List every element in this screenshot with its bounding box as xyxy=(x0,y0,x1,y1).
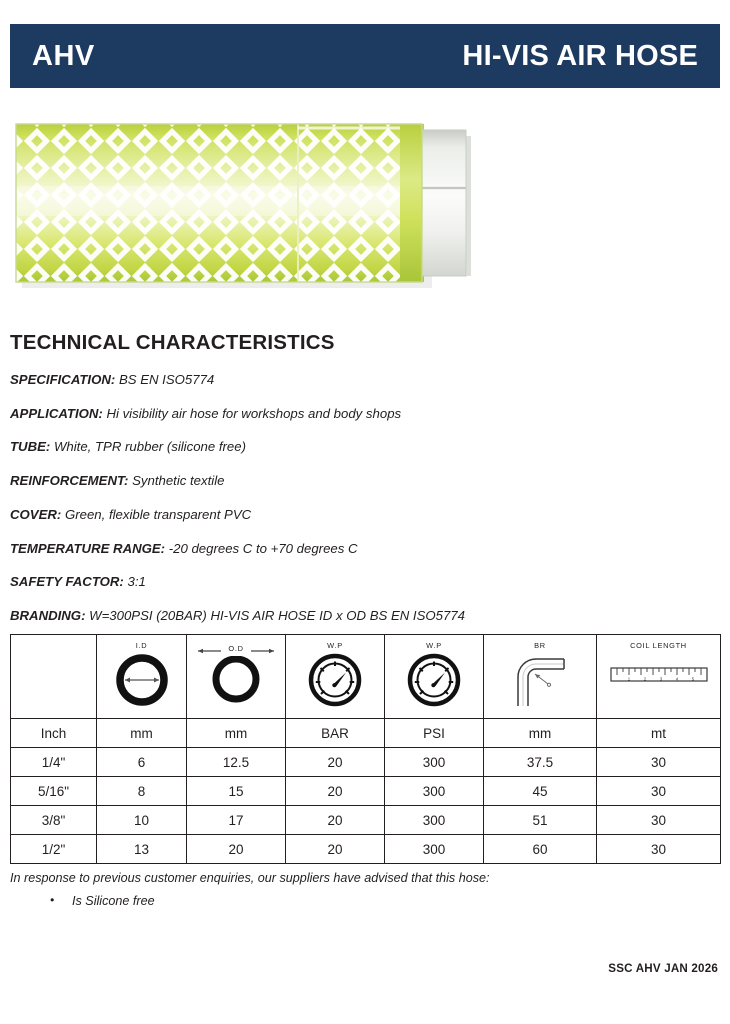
cell-size: 1/2" xyxy=(11,835,97,864)
cell-coil-length: 30 xyxy=(597,748,721,777)
spec-label: SAFETY FACTOR: xyxy=(10,574,124,590)
spec-application xyxy=(10,407,710,420)
cell-wp-bar: 20 xyxy=(286,777,385,806)
unit-cell: Inch xyxy=(11,719,97,748)
svg-text:3: 3 xyxy=(659,676,662,682)
svg-text:2: 2 xyxy=(643,676,646,682)
cell-wp-psi: 300 xyxy=(385,806,484,835)
outer-diameter-ring-icon xyxy=(206,656,266,704)
cell-id: 13 xyxy=(97,835,187,864)
cell-br: 60 xyxy=(484,835,597,864)
icon-cell-id xyxy=(97,635,187,719)
hose-body xyxy=(16,124,422,282)
outer-diameter-dimension-icon xyxy=(194,642,278,656)
icon-cell-coil-length xyxy=(597,635,721,719)
page-title: HI-VIS AIR HOSE xyxy=(462,39,698,72)
unit-cell: BAR xyxy=(286,719,385,748)
cell-br: 37.5 xyxy=(484,748,597,777)
icon-cell-od xyxy=(187,635,286,719)
spec-branding xyxy=(10,609,710,622)
bend-radius-icon xyxy=(504,651,576,709)
product-image xyxy=(10,114,480,292)
unit-cell: PSI xyxy=(385,719,484,748)
brand-name: AHV xyxy=(32,39,95,72)
hose-inner-tube-end xyxy=(422,130,471,276)
spec-tube xyxy=(10,440,710,453)
cell-wp-bar: 20 xyxy=(286,806,385,835)
spec-label: REINFORCEMENT: xyxy=(10,473,129,489)
pressure-gauge-icon xyxy=(405,651,463,709)
table-row xyxy=(11,777,721,806)
unit-cell: mm xyxy=(187,719,286,748)
spec-label: BRANDING: xyxy=(10,607,86,623)
table-icon-header-row xyxy=(11,635,721,719)
spec-label: TUBE: xyxy=(10,439,51,455)
cell-coil-length: 30 xyxy=(597,806,721,835)
hose-cover-collar xyxy=(400,124,424,282)
spec-label: COVER: xyxy=(10,506,62,522)
cell-wp-psi: 300 xyxy=(385,777,484,806)
cell-br: 51 xyxy=(484,806,597,835)
section-heading: TECHNICAL CHARACTERISTICS xyxy=(10,331,335,354)
cell-size: 1/4" xyxy=(11,748,97,777)
list-item: • Is Silicone free xyxy=(46,893,155,911)
unit-cell: mm xyxy=(97,719,187,748)
icon-caption: I.D xyxy=(135,641,148,650)
specification-table xyxy=(10,634,721,864)
table-row xyxy=(11,806,721,835)
spec-value: BS EN ISO5774 xyxy=(118,372,215,387)
icon-caption: W.P xyxy=(426,641,442,650)
spec-value: 3:1 xyxy=(127,574,146,590)
inner-diameter-ring-icon xyxy=(112,651,172,709)
specification-list xyxy=(10,373,710,643)
svg-text:4: 4 xyxy=(675,676,678,682)
table-units-row xyxy=(11,719,721,748)
spec-specification xyxy=(10,373,710,386)
spec-value: -20 degrees C to +70 degrees C xyxy=(168,540,358,556)
cell-size: 5/16" xyxy=(11,777,97,806)
icon-caption-od: O.D xyxy=(228,644,244,653)
cell-od: 20 xyxy=(187,835,286,864)
page-header xyxy=(10,24,720,88)
cell-id: 8 xyxy=(97,777,187,806)
unit-cell: mm xyxy=(484,719,597,748)
spec-value: White, TPR rubber (silicone free) xyxy=(53,439,246,455)
unit-cell: mt xyxy=(597,719,721,748)
spec-value: Green, flexible transparent PVC xyxy=(64,506,252,522)
spec-reinforcement xyxy=(10,474,710,487)
icon-caption: BR xyxy=(534,641,546,650)
svg-text:5: 5 xyxy=(691,676,694,682)
cell-od: 17 xyxy=(187,806,286,835)
icon-cell-wp-bar xyxy=(286,635,385,719)
icon-cell-wp-psi xyxy=(385,635,484,719)
svg-text:1: 1 xyxy=(627,676,630,682)
table-row xyxy=(11,835,721,864)
footer-bullet-list xyxy=(46,893,155,911)
cell-wp-bar: 20 xyxy=(286,835,385,864)
icon-caption: COIL LENGTH xyxy=(630,641,687,650)
spec-value: W=300PSI (20BAR) HI-VIS AIR HOSE ID x OD BS EN ISO5774 xyxy=(89,607,465,623)
spec-temperature-range xyxy=(10,542,710,555)
spec-cover xyxy=(10,508,710,521)
cell-wp-psi: 300 xyxy=(385,748,484,777)
hose-illustration xyxy=(10,114,480,292)
cell-od: 15 xyxy=(187,777,286,806)
icon-cell-br xyxy=(484,635,597,719)
ruler-icon xyxy=(605,651,713,699)
cell-od: 12.5 xyxy=(187,748,286,777)
icon-caption: W.P xyxy=(327,641,343,650)
cell-wp-bar: 20 xyxy=(286,748,385,777)
spec-safety-factor xyxy=(10,575,710,588)
cell-size: 3/8" xyxy=(11,806,97,835)
cell-coil-length: 30 xyxy=(597,777,721,806)
cell-wp-psi: 300 xyxy=(385,835,484,864)
spec-value: Hi visibility air hose for workshops and body shops xyxy=(106,405,402,421)
spec-label: APPLICATION: xyxy=(10,405,103,421)
cell-coil-length: 30 xyxy=(597,835,721,864)
footer-note: In response to previous customer enquiries, our suppliers have advised that this hose: xyxy=(10,871,490,885)
cell-id: 6 xyxy=(97,748,187,777)
spec-value: Synthetic textile xyxy=(132,473,225,489)
cell-br: 45 xyxy=(484,777,597,806)
spec-label: TEMPERATURE RANGE: xyxy=(10,540,166,556)
table-row xyxy=(11,748,721,777)
spec-label: SPECIFICATION: xyxy=(10,372,116,387)
cell-id: 10 xyxy=(97,806,187,835)
document-code: SSC AHV JAN 2026 xyxy=(608,962,718,975)
pressure-gauge-icon xyxy=(306,651,364,709)
icon-cell-blank xyxy=(11,635,97,719)
